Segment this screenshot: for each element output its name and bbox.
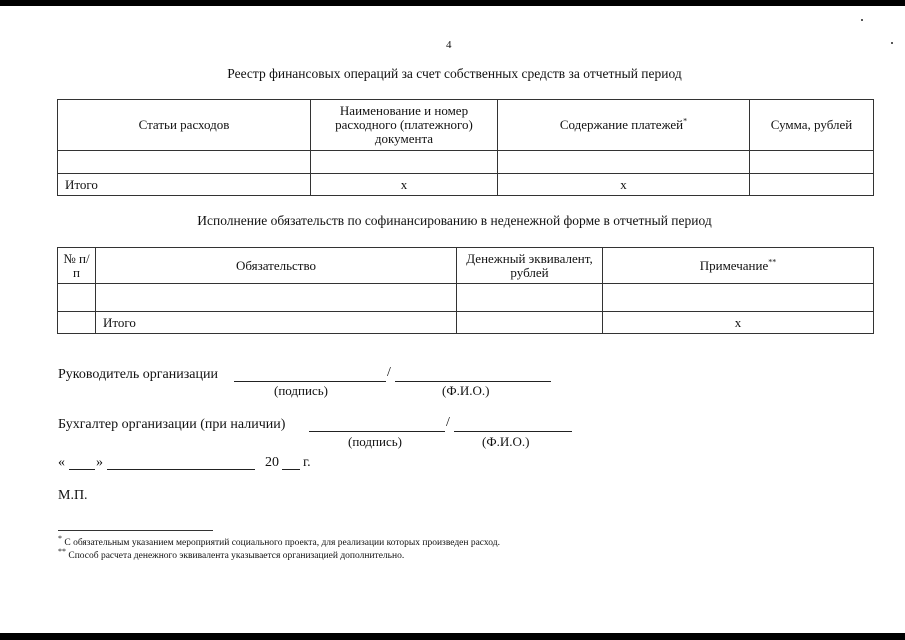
footnote-ref: * [683, 116, 688, 126]
footnote-mark: ** [58, 546, 66, 556]
footnote-separator [58, 530, 213, 531]
table-cell [58, 312, 96, 334]
column-header: Наименование и номер расходного (платежного) документа [311, 100, 498, 151]
accountant-signature-label: Бухгалтер организации (при наличии) [58, 417, 286, 432]
table-header-row [58, 248, 874, 284]
head-name-line [395, 381, 551, 382]
accountant-separator: / [446, 415, 450, 430]
column-header: Обязательство [96, 248, 457, 284]
footnote-text: С обязательным указанием мероприятий социального проекта, для реализации которых произведен расход. [64, 538, 500, 548]
scan-border-top [0, 0, 905, 6]
table-cell [750, 151, 874, 174]
column-header-text: Примечание [699, 257, 769, 273]
column-header: Сумма, рублей [750, 100, 874, 151]
page-number: 4 [446, 39, 452, 51]
column-header [603, 248, 874, 284]
footnote [58, 546, 405, 561]
date-year-suffix: г. [303, 455, 311, 470]
total-row [58, 174, 874, 196]
scan-border-bottom [0, 633, 905, 640]
column-header: № п/п [58, 248, 96, 284]
date-year-line [282, 469, 300, 470]
total-label: Итого [58, 174, 311, 196]
section1-title: Реестр финансовых операций за счет собственных средств за отчетный период [227, 66, 682, 81]
table-cell: x [311, 174, 498, 196]
total-row [58, 312, 874, 334]
table-cell [311, 151, 498, 174]
name-caption: (Ф.И.О.) [442, 383, 490, 398]
total-label: Итого [96, 312, 457, 334]
head-signature-label: Руководитель организации [58, 367, 218, 382]
table-cell [498, 151, 750, 174]
stamp-placeholder: М.П. [58, 488, 88, 503]
table-header-row [58, 100, 874, 151]
footnote-ref: ** [768, 257, 777, 267]
table-cell [603, 284, 874, 312]
date-open-quote: « [58, 455, 65, 470]
scan-speck [861, 19, 863, 21]
head-signature-line [234, 381, 386, 382]
financial-operations-table [57, 99, 874, 196]
footnote-mark: * [58, 533, 62, 543]
date-day-line [69, 469, 95, 470]
column-header-text: Содержание платежей [559, 117, 684, 132]
table-row-empty [58, 284, 874, 312]
accountant-signature-line [309, 431, 445, 432]
table-cell [750, 174, 874, 196]
column-header [498, 100, 750, 151]
date-month-line [107, 469, 255, 470]
head-separator: / [387, 365, 391, 380]
table-cell [58, 284, 96, 312]
table-cell: x [498, 174, 750, 196]
signature-caption: (подпись) [348, 434, 402, 449]
table-cell [58, 151, 311, 174]
footnote [58, 533, 500, 548]
table-cell [457, 312, 603, 334]
scan-speck [891, 42, 893, 44]
column-header: Денежный эквивалент, рублей [457, 248, 603, 284]
table-cell [96, 284, 457, 312]
section2-title: Исполнение обязательств по софинансированию в неденежной форме в отчетный период [197, 213, 712, 228]
date-close-quote: » [96, 455, 103, 470]
footnote-text: Способ расчета денежного эквивалента указывается организацией дополнительно. [68, 551, 405, 561]
cofinancing-obligations-table [57, 247, 874, 334]
table-row-empty [58, 151, 874, 174]
table-cell: x [603, 312, 874, 334]
table-cell [457, 284, 603, 312]
accountant-name-line [454, 431, 572, 432]
date-year-prefix: 20 [265, 455, 279, 470]
name-caption: (Ф.И.О.) [482, 434, 530, 449]
signature-caption: (подпись) [274, 383, 328, 398]
column-header: Статьи расходов [58, 100, 311, 151]
